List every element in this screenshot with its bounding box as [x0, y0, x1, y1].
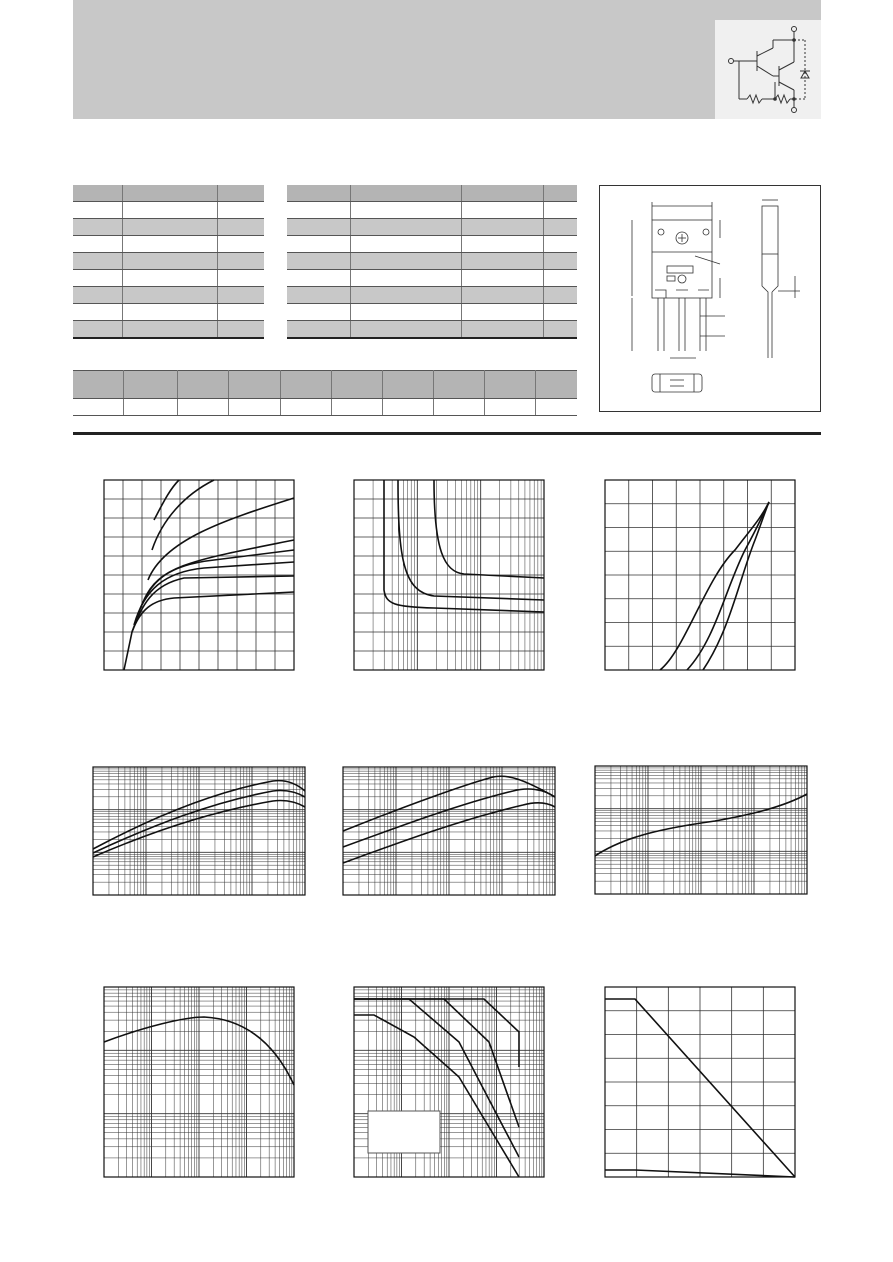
graph-hfe-ic-2: [343, 767, 555, 895]
darlington-symbol-icon: [715, 20, 821, 119]
package-outline-box: [599, 185, 821, 412]
graph-pc-ta: [605, 987, 795, 1177]
package-drawing-icon: [600, 186, 822, 413]
header-banner: [73, 0, 821, 119]
absolute-ratings-table: [73, 185, 264, 339]
circuit-symbol-box: [715, 20, 821, 119]
soa-legend-box: [368, 1111, 440, 1153]
section-divider: [73, 432, 821, 435]
graph-ic-vce: [104, 480, 294, 670]
graph-hfe-ic-1: [93, 767, 305, 895]
graph-vce-sat: [354, 480, 544, 670]
hfe-classification-table: [73, 370, 577, 416]
electrical-characteristics-table: [287, 185, 577, 339]
graph-ft-ic: [104, 987, 294, 1177]
grid: [104, 480, 294, 670]
graph-safe-operating-area: [354, 987, 544, 1177]
graph-rth-t: [595, 766, 807, 894]
graph-ic-vbe: [605, 480, 795, 670]
